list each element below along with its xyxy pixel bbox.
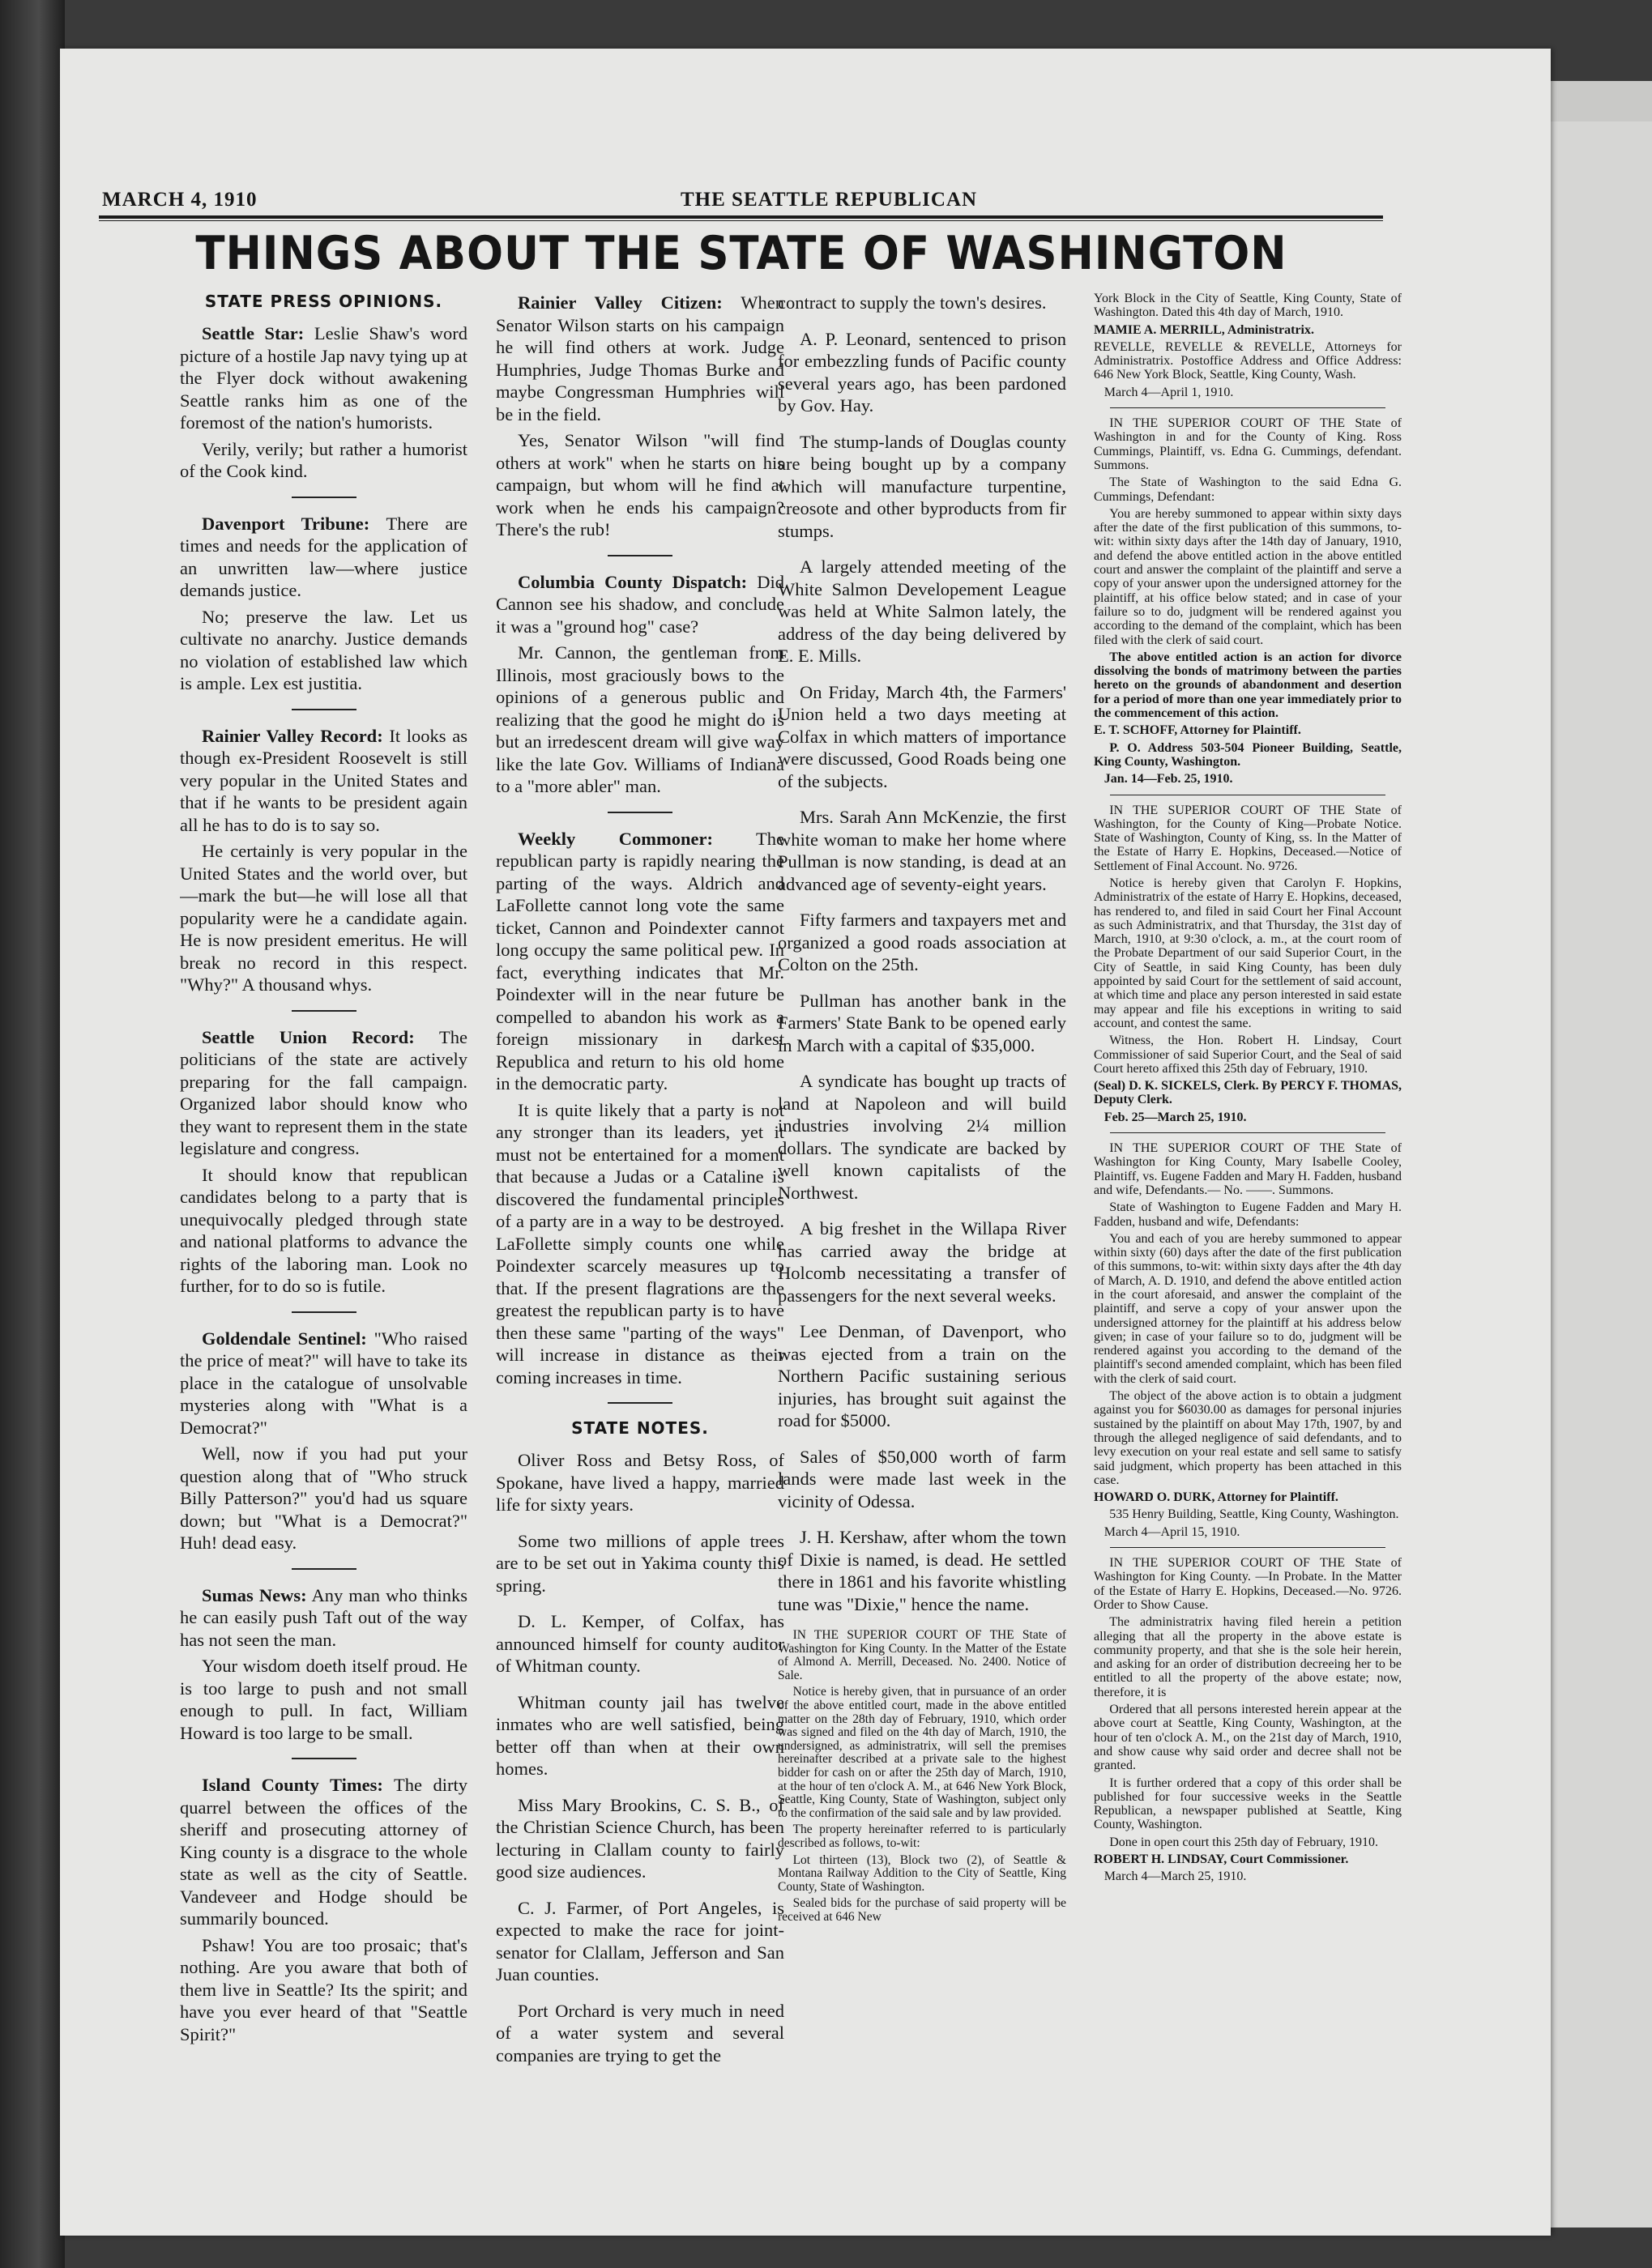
legal-paragraph: Witness, the Hon. Robert H. Lindsay, Court Commissioner of said Superior Court, and the Seal of said Court hereto affixed this 25th day of February, 1910. bbox=[1094, 1034, 1402, 1076]
legal-notice-sale-cont bbox=[1094, 292, 1402, 399]
column-4 bbox=[1094, 292, 1402, 2114]
column-1 bbox=[180, 292, 467, 2114]
legal-notice-probate-hopkins bbox=[1094, 804, 1402, 1125]
article-paragraph: Mr. Cannon, the gentleman from Illinois, most graciously bows to the opinions of a generous public and realizing that the good he might do is but an irredescent dream will give way like the late Gov. Williams of Indiana to a "more abler" man. bbox=[496, 642, 784, 796]
state-note: Sales of $50,000 worth of farm lands were made last week in the vicinity of Odessa. bbox=[778, 1446, 1066, 1511]
legal-paragraph: It is further ordered that a copy of this order shall be published for four successive weeks in the Seattle Republican, a newspaper published at Seattle, King County, Washington. bbox=[1094, 1776, 1402, 1832]
source-name: Sumas News: bbox=[202, 1584, 307, 1605]
state-note: Lee Denman, of Davenport, who was ejected from a train on the Northern Pacific sustaining serious injuries, has brought suit against the road for $5000. bbox=[778, 1321, 1066, 1430]
article-paragraph bbox=[180, 513, 467, 602]
legal-paragraph: The State of Washington to the said Edna G. Cummings, Defendant: bbox=[1094, 475, 1402, 504]
column-separator bbox=[608, 812, 672, 813]
legal-paragraph: You and each of you are hereby summoned to appear within sixty (60) days after the date of the first publication of this summons, to-wit: within sixty days after the 4th day of March, A. D. 1910, and defend the above entitled action in the court aforesaid, and answer the complaint of the plaintiff, and serve a copy of your answer upon the undersigned attorney for the plaintiff at his address below given; in case of your failure so to do, judgment will be rendered against you according to the demand of the plaintiff's second amended complaint, which has been filed with the clerk of said court. bbox=[1094, 1231, 1402, 1386]
section-heading: STATE NOTES. bbox=[571, 1418, 709, 1438]
article-text: The politicians of the state are actively preparing for the fall campaign. Organized labor should know who they want to represent them in the state legislature and congress. bbox=[180, 1026, 467, 1158]
legal-date: March 4—April 15, 1910. bbox=[1103, 1524, 1240, 1539]
article-paragraph: Verily, verily; but rather a humorist of the Cook kind. bbox=[180, 438, 467, 481]
legal-notice-order-show-cause bbox=[1094, 1556, 1402, 1884]
source-name: Rainier Valley Citizen: bbox=[518, 292, 723, 313]
section-heading: STATE PRESS OPINIONS. bbox=[204, 292, 443, 311]
article-paragraph bbox=[180, 725, 467, 837]
legal-signature: E. T. SCHOFF, Attorney for Plaintiff. bbox=[1094, 723, 1301, 738]
legal-address: P. O. Address 503-504 Pioneer Building, Seattle, King County, Washington. bbox=[1094, 740, 1402, 769]
article-paragraph bbox=[496, 571, 784, 638]
state-note: J. H. Kershaw, after whom the town of Dixie is named, is dead. He settled there in 1861 and his favorite whistling tune was "Dixie," hence the name. bbox=[778, 1527, 1066, 1614]
source-name: Goldendale Sentinel: bbox=[202, 1328, 367, 1349]
legal-paragraph: IN THE SUPERIOR COURT OF THE State of Washington, for the County of King—Probate Notice. State of Washington, County of King, ss. In the Matter of the Estate of Harry E. Hopkins, Deceased.—Notice of Settlement of Final Account. No. 9726. bbox=[1094, 803, 1402, 873]
column-separator bbox=[292, 1010, 356, 1012]
legal-separator bbox=[1110, 407, 1385, 408]
article-paragraph bbox=[496, 292, 784, 425]
column-separator bbox=[292, 709, 356, 710]
article-paragraph bbox=[180, 1584, 467, 1652]
legal-signature: (Seal) D. K. SICKELS, Clerk. By PERCY F. THOMAS, Deputy Clerk. bbox=[1094, 1079, 1402, 1107]
article-text: "Who raised the price of meat?" will have to take its place in the catalogue of unsolvable mysteries along with "What is a Democrat?" bbox=[180, 1328, 467, 1438]
legal-paragraph: You are hereby summoned to appear within sixty days after the date of the first publication of this summons, to-wit: within sixty days after the 14th day of January, 1910, and defend the above entitled action in the above entitled court and answer the complaint of the plaintiff and serve a copy of your answer upon the undersigned attorney for the plaintiff, at his office below stated; and in case of your failure so to do, judgment will be rendered against you according to the demand of the complaint, which has been filed with the clerk of said court. bbox=[1094, 506, 1402, 647]
article-text: Any man who thinks he can easily push Taft out of the way has not seen the man. bbox=[180, 1584, 467, 1650]
state-note: Pullman has another bank in the Farmers' State Bank to be opened early in March with a capital of $35,000. bbox=[778, 990, 1066, 1055]
legal-signature: ROBERT H. LINDSAY, Court Commissioner. bbox=[1094, 1852, 1349, 1866]
article-text: The republican party is rapidly nearing the parting of the ways. Aldrich and LaFollette cannot long vote the same ticket, Cannon and Poindexter cannot long occupy the same political pew. In fact, everything indicates that Mr. Poindexter will in the near future be compelled to abandon his work as a foreign missionary in darkest Republica and return to his old home in the democratic party. bbox=[496, 828, 784, 1094]
article-text: Did Cannon see his shadow, and conclude it was a "ground hog" case? bbox=[496, 571, 784, 637]
article-text: It looks as though ex-President Roosevelt is still very popular in the United States and that if he wants to be president again all he has to do is to say so. bbox=[180, 725, 467, 835]
newspaper-name: THE SEATTLE REPUBLICAN bbox=[681, 189, 978, 211]
legal-paragraph: York Block in the City of Seattle, King County, State of Washington. Dated this 4th day of March, 1910. bbox=[1094, 292, 1402, 320]
article-text: Leslie Shaw's word picture of a hostile Jap navy tying up at the Flyer dock without awakening Seattle ranks him as one of the foremost of the nation's humorists. bbox=[180, 323, 467, 433]
source-name: Seattle Star: bbox=[202, 323, 305, 343]
legal-paragraph: The administratrix having filed herein a petition alleging that all the property in the above estate is community property, and that she is the sole heir herein, and asking for an order of distribution decreeing her to be entitled to all the property of the above estate; now, therefore, it is bbox=[1094, 1615, 1402, 1699]
state-note: Mrs. Sarah Ann McKenzie, the first white woman to make her home where Pullman is now standing, is dead at an advanced age of seventy-eight years. bbox=[778, 807, 1066, 894]
legal-date: Jan. 14—Feb. 25, 1910. bbox=[1103, 772, 1233, 787]
legal-paragraph: IN THE SUPERIOR COURT OF THE State of Washington for King County, Mary Isabelle Cooley, Plaintiff, vs. Eugene Fadden and Mary H. Fadden, husband and wife, Defendants.— No. ——. Summons. bbox=[1094, 1141, 1402, 1197]
source-name: Island County Times: bbox=[202, 1775, 383, 1795]
source-name: Seattle Union Record: bbox=[202, 1026, 415, 1047]
column-separator bbox=[292, 1311, 356, 1313]
legal-paragraph: The property hereinafter referred to is particularly described as follows, to-wit: bbox=[778, 1823, 1066, 1850]
column-separator bbox=[292, 497, 356, 498]
legal-date: March 4—March 25, 1910. bbox=[1103, 1869, 1247, 1884]
state-note: A syndicate has bought up tracts of land at Napoleon and will build industries involving 2¼ million dollars. The syndicate are backed by well known capitalists of the Northwest. bbox=[778, 1071, 1066, 1203]
article-paragraph bbox=[496, 828, 784, 1095]
state-note: Port Orchard is very much in need of a water system and several companies are trying to get the bbox=[496, 2000, 784, 2066]
legal-separator bbox=[1110, 1547, 1385, 1548]
source-name: Weekly Commoner: bbox=[518, 828, 713, 849]
legal-date: Feb. 25—March 25, 1910. bbox=[1103, 1110, 1247, 1124]
state-note: The stump-lands of Douglas county are being bought up by a company which will manufacture turpentine, creosote and other byproducts from fir stumps. bbox=[778, 431, 1066, 541]
legal-paragraph: Done in open court this 25th day of February, 1910. bbox=[1109, 1835, 1378, 1849]
article-paragraph: Well, now if you had put your question along that of "Who struck Billy Patterson?" you'd had us square down; but "What is a Democrat?" Huh! dead easy. bbox=[180, 1443, 467, 1553]
article-paragraph: It should know that republican candidates belong to a party that is unequivocally pledged through state and national platforms to advance the rights of the laboring man. Look no further, for to do so is futile. bbox=[180, 1164, 467, 1296]
state-note: Some two millions of apple trees are to be set out in Yakima county this spring. bbox=[496, 1530, 784, 1596]
column-separator bbox=[608, 555, 672, 556]
legal-paragraph: Notice is hereby given, that in pursuance of an order of the above entitled court, made in the above entitled matter on the 28th day of February, 1910, which order was signed and filed on the 4th day of March, 1910, the undersigned, as administratrix, will sell the premises hereinafter described at a private sale to the highest bidder for cash on or after the 25th day of March, 1910, at the hour of ten o'clock A. M., at 646 New York Block, Seattle, King County, State of Washington, subject only to the confirmation of the said sale and by law provided. bbox=[778, 1685, 1066, 1820]
article-text: The dirty quarrel between the offices of the sheriff and prosecuting attorney of King county is a disgrace to the whole state as well as the city of Seattle. Vandeveer and Hodge should be summarily bounced. bbox=[180, 1775, 467, 1929]
column-3 bbox=[778, 292, 1066, 2114]
state-note: C. J. Farmer, of Port Angeles, is expected to make the race for joint-senator for Clallam, Jefferson and San Juan counties. bbox=[496, 1897, 784, 1985]
article-paragraph: Yes, Senator Wilson "will find others at work" when he starts on his campaign, but whom will he find at work when he ends his campaign? There's the rub! bbox=[496, 430, 784, 539]
source-name: Columbia County Dispatch: bbox=[518, 571, 748, 592]
column-separator bbox=[608, 1402, 672, 1404]
state-note: A big freshet in the Willapa River has carried away the bridge at Holcomb necessitating a transfer of passengers for the next several weeks. bbox=[778, 1218, 1066, 1306]
legal-paragraph: IN THE SUPERIOR COURT OF THE State of Washington for King County. —In Probate. In the Matter of the Estate of Harry E. Hopkins, Deceased.—No. 9726. Order to Show Cause. bbox=[1094, 1556, 1402, 1612]
article-paragraph bbox=[180, 1774, 467, 1930]
state-note: Miss Mary Brookins, C. S. B., of the Christian Science Church, has been lecturing in Clallam county to fairly good size audiences. bbox=[496, 1794, 784, 1882]
legal-paragraph: Ordered that all persons interested herein appear at the above court at Seattle, King County, Washington, at the hour of ten o'clock A. M., on the 21st day of March, 1910, and show cause why said order and decree shall not be granted. bbox=[1094, 1703, 1402, 1773]
source-name: Davenport Tribune: bbox=[202, 513, 370, 534]
legal-paragraph: Notice is hereby given that Carolyn F. Hopkins, Administratrix of the estate of Harry E. Hopkins, deceased, has rendered to, and filed in said Court her Final Account as such Administratrix, and that Thursday, the 31st day of March, 1910, at 9:30 o'clock, a. m., at the court room of the Probate Department of our said Superior Court, in the City of Seattle, in said King County, has been duly appointed by said Court for the settlement of said account, at which time and place any person interested in said estate may appear and file his exceptions in writing to said account, and contest the same. bbox=[1094, 876, 1402, 1030]
header-rule-thin bbox=[99, 220, 1383, 221]
legal-paragraph: State of Washington to Eugene Fadden and Mary H. Fadden, husband and wife, Defendants: bbox=[1094, 1200, 1402, 1229]
column-separator bbox=[292, 1568, 356, 1570]
state-note: Whitman county jail has twelve inmates who are well satisfied, being better off than when at their own homes. bbox=[496, 1691, 784, 1779]
legal-paragraph: Sealed bids for the purchase of said property will be received at 646 New bbox=[778, 1896, 1066, 1924]
state-note: Oliver Ross and Betsy Ross, of Spokane, have lived a happy, married life for sixty years. bbox=[496, 1450, 784, 1515]
legal-paragraph: IN THE SUPERIOR COURT OF THE State of Washington for King County. In the Matter of the Estate of Almond A. Merrill, Deceased. No. 2400. Notice of Sale. bbox=[778, 1628, 1066, 1682]
article-paragraph bbox=[180, 1328, 467, 1439]
article-paragraph: It is quite likely that a party is not any stronger than its leaders, yet it must not be entertained for a moment that because a Judas or a Cataline is discovered the fundamental principles of a party are in a way to be destroyed. LaFollette simply counts one while Poindexter scarcely measures up to that. If the present flagrations are the greatest the republican party is to have then these same "parting of the ways" will increase in distance as their coming increases in time. bbox=[496, 1099, 784, 1388]
legal-paragraph: The object of the above action is to obtain a judgment against you for $6030.00 as damages for personal injuries sustained by the plaintiff on about May 17th, 1907, by and through the alleged negligence of said defendants, and to levy execution on your real estate and sell same to satisfy said judgment, which property has been attached in this case. bbox=[1094, 1389, 1402, 1487]
article-paragraph: No; preserve the law. Let us cultivate no anarchy. Justice demands no violation of established law which is ample. Lex est justitia. bbox=[180, 606, 467, 693]
legal-notice-summons-cummings bbox=[1094, 416, 1402, 786]
state-note: On Friday, March 4th, the Farmers' Union held a two days meeting at Colfax in which matters of importance were discussed, Good Roads being one of the subjects. bbox=[778, 681, 1066, 791]
legal-signature: HOWARD O. DURK, Attorney for Plaintiff. bbox=[1094, 1490, 1338, 1505]
article-text: There are times and needs for the application of an unwritten law—where justice demands justice. bbox=[180, 513, 467, 600]
legal-separator bbox=[1110, 1132, 1385, 1133]
article-paragraph bbox=[180, 322, 467, 434]
legal-paragraph: IN THE SUPERIOR COURT OF THE State of Washington in and for the County of King. Ross Cummings, Plaintiff, vs. Edna G. Cummings, defendant. Summons. bbox=[1094, 416, 1402, 472]
legal-paragraph: Lot thirteen (13), Block two (2), of Seattle & Montana Railway Addition to the City of Seattle, King County, State of Washington. bbox=[778, 1852, 1066, 1894]
legal-address: 535 Henry Building, Seattle, King County, Washington. bbox=[1109, 1507, 1399, 1522]
legal-paragraph: REVELLE, REVELLE & REVELLE, Attorneys for Administratrix. Postoffice Address and Office Address: 646 New York Block, Seattle, King County, Wash. bbox=[1094, 339, 1402, 382]
legal-paragraph: The above entitled action is an action for divorce dissolving the bonds of matrimony between the parties hereto on the grounds of abandonment and desertion for a period of more than one year immediately prior to the commencement of this action. bbox=[1094, 650, 1402, 721]
legal-notice-sale bbox=[778, 1629, 1066, 1924]
header-rule bbox=[99, 215, 1383, 219]
state-note: contract to supply the town's desires. bbox=[778, 292, 1047, 313]
article-paragraph bbox=[180, 1026, 467, 1160]
article-text: When Senator Wilson starts on his campaign he will find others at work. Judge Humphries, Judge Thomas Burke and maybe Congressman Humphries will be in the field. bbox=[496, 292, 784, 424]
book-binding bbox=[0, 0, 65, 2268]
article-paragraph: Your wisdom doeth itself proud. He is too large to push and not small enough to pull. In fact, William Howard is too large to be small. bbox=[180, 1656, 467, 1743]
legal-notice-summons-fadden bbox=[1094, 1141, 1402, 1539]
state-note: Fifty farmers and taxpayers met and organized a good roads association at Colton on the 25th. bbox=[778, 910, 1066, 974]
legal-signature: MAMIE A. MERRILL, Administratrix. bbox=[1094, 322, 1314, 337]
column-separator bbox=[292, 1758, 356, 1759]
issue-date: MARCH 4, 1910 bbox=[102, 189, 258, 211]
state-note: A. P. Leonard, sentenced to prison for embezzling funds of Pacific county several years ago, has been pardoned by Gov. Hay. bbox=[778, 328, 1066, 416]
source-name: Rainier Valley Record: bbox=[202, 725, 383, 746]
article-paragraph: Pshaw! You are too prosaic; that's nothing. Are you aware that both of them live in Seattle? Its the spirit; and have you ever heard of that "Seattle Spirit?" bbox=[180, 1934, 467, 2044]
state-note: D. L. Kemper, of Colfax, has announced himself for county auditor of Whitman county. bbox=[496, 1611, 784, 1676]
page-headline: THINGS ABOUT THE STATE OF WASHINGTON bbox=[195, 227, 1287, 280]
legal-date: March 4—April 1, 1910. bbox=[1103, 385, 1234, 399]
state-note: A largely attended meeting of the White Salmon Developement League was held at White Salmon lately, the address of the day being delivered by E. E. Mills. bbox=[778, 556, 1066, 666]
column-2 bbox=[496, 292, 784, 2114]
article-paragraph: He certainly is very popular in the United States and the world over, but—mark the but—he will lose all that popularity were he a candidate again. He is now president emeritus. He will break no record in this respect. "Why?" A thousand whys. bbox=[180, 841, 467, 995]
